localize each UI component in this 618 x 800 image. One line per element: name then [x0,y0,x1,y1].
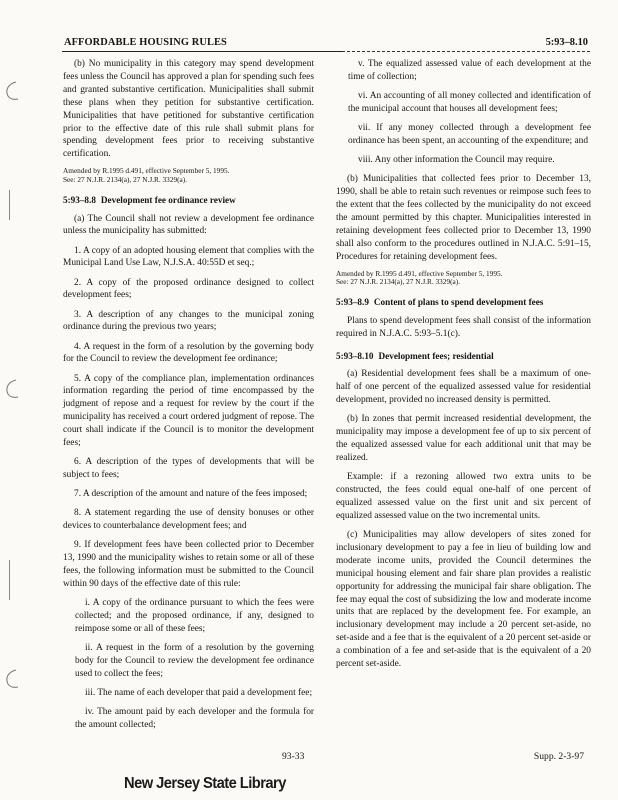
section-8-10-c: (c) Municipalities may allow developers of sites zoned for inclusionary development to pay a fee in lieu of building low and moderate income units, provided the Council determines the municipal housing element and fair share plan provides a realistic opportunity for addressing the municipal fair share obligation. The fee may equal the cost of subsidizing the low and moderate income units that are replaced by the development fee. For example, an inclusionary development may include a 20 percent set-aside, no set-aside and a fee that is the equivalent of a 20 percent set-aside or a combination of a fee and set-aside that is the equivalent of a 20 percent set-aside. [336,529,591,670]
amendment-note: Amended by R.1995 d.491, effective September 5, 1995. See: 27 N.J.R. 2134(a), 27 N.J.R. 3329(a). [63,166,230,185]
sub-list-item: viii. Any other information the Council may require. [358,155,555,165]
section-heading-8-8: 5:93–8.8 Development fee ordinance review [63,194,236,205]
sub-list-item: iii. The name of each developer that paid a development fee; [85,687,313,698]
list-item: 9. If development fees have been collected prior to December 13, 1990 and the municipality wishes to retain some or all of these fees, the following information must be submitted to the Council within 90 days of the effective date of this rule: [63,540,314,589]
library-stamp: New Jersey State Library [124,775,286,792]
section-8-10-b: (b) In zones that permit increased residential development, the municipality may impose a development fee of up to six percent of the equalized assessed value for each additional unit that may be realized. [336,414,591,464]
binder-hole-mark [2,80,22,102]
running-header-title: AFFORDABLE HOUSING RULES [64,37,227,48]
section-8-8-b: (b) Municipalities that collected fees prior to December 13, 1990, shall be able to retain such revenues or reimpose such fees to the extent that the fees collected by the municipality do not exceed the amount permitted by this chapter. Municipalities interested in retaining development fees collected prior to December 13, 1990 shall also conform to the procedures outlined in N.J.A.C. 5:91–15, Procedures for retaining development fees. [336,174,591,262]
sub-list-item: vi. An accounting of all money collected and identification of the municipal account that houses all development fees; [348,91,591,114]
binder-hole-mark [2,378,22,400]
left-column [63,58,314,738]
section-heading-8-9: 5:93–8.9 Content of plans to spend development fees [336,296,544,307]
example-paragraph: Example: if a rezoning allowed two extra units to be constructed, the fees could equal one-half of one percent of equalized assessed value on the first unit and six percent of equalized assessed value on the two incremental units. [336,472,591,521]
edge-scan-mark [9,190,10,220]
sub-list-item: i. A copy of the ordinance pursuant to which the fees were collected; and the proposed ordinance, if any, designed to reimpose some or all of these fees; [75,598,314,634]
sub-list-item: vii. If any money collected through a development fee ordinance has been spent, an accounting of the expenditure; and [348,123,591,146]
amendment-note: Amended by R.1995 d.491, effective September 5, 1995. See: 27 N.J.R. 2134(a), 27 N.J.R. 3329(a). [336,268,503,287]
running-header-section: 5:93–8.10 [545,37,588,48]
header-rule-dashed [342,51,590,52]
list-item: 1. A copy of an adopted housing element that complies with the Municipal Land Use Law, N.J.S.A. 40:55D et seq.; [63,245,314,269]
binder-hole-mark [2,668,22,690]
section-8-10-a: (a) Residential development fees shall be a maximum of one-half of one percent of the equalized assessed value for residential development, provided no increased density is permitted. [336,369,591,406]
sub-list-item: ii. A request in the form of a resolution by the governing body for the Council to review the development fee ordinance used to collect the fees; [75,642,314,679]
supplement-date: Supp. 2-3-97 [533,751,584,762]
list-item: 4. A request in the form of a resolution by the governing body for the Council to review the development fee ordinance; [63,341,314,365]
page-number: 93-33 [282,751,305,762]
edge-scan-mark [9,560,10,600]
section-8-8-a: (a) The Council shall not review a development fee ordinance unless the municipality has submitted: [63,213,314,237]
intro-paragraph: (b) No municipality in this category may spend development fees unless the Council has approved a plan for spending such fees and granted substantive certification. Municipalities shall submit these plans when they petition for substantive certification. Municipalities that have petitioned for substantive certification prior to the effective date of this rule shall submit plans for spending development fees prior to receiving substantive certification. [63,59,314,160]
list-item: 2. A copy of the proposed ordinance designed to collect development fees; [63,277,314,301]
list-item: 3. A description of any changes to the municipal zoning ordinance during the previous two years; [63,309,314,333]
section-heading-8-10: 5:93–8.10 Development fees; residential [336,350,494,361]
right-column [336,58,591,677]
section-8-9-text: Plans to spend development fees shall consist of the information required in N.J.A.C. 5:93–5.1(c). [336,315,591,339]
sub-list-item: v. The equalized assessed value of each development at the time of collection; [348,59,591,82]
list-item: 8. A statement regarding the use of density bonuses or other devices to counterbalance development fees; and [63,508,314,532]
list-item: 6. A description of the types of developments that will be subject to fees; [63,457,314,481]
header-rule [62,51,342,52]
sub-list-item: iv. The amount paid by each developer and the formula for the amount collected; [75,706,314,730]
list-item: 5. A copy of the compliance plan, implementation ordinances information regarding the period of time encompassed by the judgment of repose and a request for review by the court if the municipality has received a court ordered judgment of repose. The court shall indicate if the Council is to monitor the development fees; [63,373,314,449]
list-item: 7. A description of the amount and nature of the fees imposed; [74,489,308,500]
